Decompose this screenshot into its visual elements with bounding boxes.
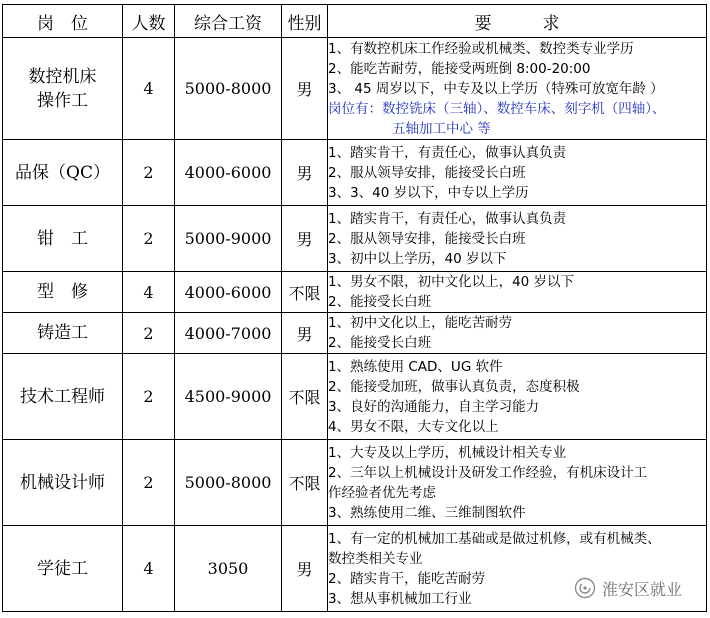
requirement-line: 2、能接受长白班	[328, 294, 432, 310]
job-position-line: 数控机床	[28, 66, 97, 87]
salary: 4500-9000	[175, 354, 282, 440]
requirements	[328, 206, 707, 272]
table-row	[3, 38, 707, 140]
requirement-line: 2、三年以上机械设计及研发工作经验，有机床设计工	[328, 464, 648, 481]
requirement-line: 数控类相关专业	[328, 550, 423, 567]
header-position: 岗 位	[3, 5, 123, 38]
wechat-official-account-icon	[574, 577, 596, 599]
job-position	[3, 313, 123, 354]
requirement-line: 1、初中文化以上，能吃苦耐劳	[328, 315, 513, 331]
header-count: 人数	[123, 5, 175, 38]
table-row	[3, 440, 707, 526]
header-gender: 性别	[282, 5, 328, 38]
headcount: 2	[123, 206, 175, 272]
position-types-note: 五轴加工中心 等	[392, 120, 491, 137]
requirements	[328, 272, 707, 313]
job-position-line: 型 修	[37, 282, 88, 302]
job-position	[3, 38, 123, 140]
requirement-line: 1、熟练使用 CAD、UG 软件	[328, 358, 503, 375]
job-position	[3, 526, 123, 612]
requirement-line: 3、熟练使用二维、三维制图软件	[328, 504, 526, 521]
requirement-line: 1、踏实肯干，有责任心，做事认真负责	[328, 210, 567, 227]
job-position	[3, 140, 123, 206]
gender: 男	[282, 526, 328, 612]
requirements	[328, 313, 707, 354]
requirement-line: 2、服从领导安排，能接受长白班	[328, 230, 526, 247]
requirements	[328, 38, 707, 140]
requirement-line: 1、大专及以上学历，机械设计相关专业	[328, 444, 567, 461]
watermark	[574, 574, 682, 602]
table-row	[3, 140, 707, 206]
gender: 男	[282, 313, 328, 354]
job-position-line: 技术工程师	[20, 386, 105, 407]
job-position-line: 品保（QC）	[15, 162, 110, 183]
watermark-text: 淮安区就业	[602, 579, 683, 599]
job-position	[3, 206, 123, 272]
salary: 5000-8000	[175, 440, 282, 526]
gender: 男	[282, 38, 328, 140]
job-position	[3, 440, 123, 526]
requirement-line: 1、踏实肯干，有责任心，做事认真负责	[328, 144, 567, 161]
job-position-line: 操作工	[37, 90, 88, 111]
gender: 男	[282, 206, 328, 272]
headcount: 2	[123, 354, 175, 440]
job-position-line: 学徒工	[37, 558, 88, 579]
requirements	[328, 440, 707, 526]
position-types-note: 岗位有：数控铣床（三轴）、数控车床、刻字机（四轴）、	[328, 100, 666, 117]
table-body	[3, 38, 707, 612]
requirement-line: 3、 45 周岁以下，中专及以上学历（特殊可放宽年龄 ）	[328, 80, 664, 97]
requirements	[328, 354, 707, 440]
salary: 4000-7000	[175, 313, 282, 354]
requirement-line: 1、男女不限，初中文化以上，40 岁以下	[328, 274, 575, 290]
requirement-line: 1、有一定的机械加工基础或是做过机修，或有机械类、	[328, 530, 661, 547]
job-position-line: 钳 工	[37, 228, 88, 249]
job-position-line: 铸造工	[37, 323, 88, 343]
requirement-line: 4、男女不限，大专文化以上	[328, 418, 499, 435]
requirement-line: 1、有数控机床工作经验或机械类、数控类专业学历	[328, 40, 634, 57]
job-table	[2, 4, 707, 612]
salary: 3050	[175, 526, 282, 612]
requirement-line: 2、能吃苦耐劳，能接受两班倒 8:00-20:00	[328, 60, 591, 77]
gender: 不限	[282, 354, 328, 440]
headcount: 4	[123, 38, 175, 140]
job-position	[3, 272, 123, 313]
gender: 不限	[282, 272, 328, 313]
requirement-line: 3、初中以上学历，40 岁以下	[328, 250, 507, 267]
headcount: 2	[123, 440, 175, 526]
table-row	[3, 272, 707, 313]
gender: 男	[282, 140, 328, 206]
table-header-row	[3, 5, 707, 38]
requirement-line: 3、3、40 岁以下，中专以上学历	[328, 184, 529, 201]
salary: 5000-8000	[175, 38, 282, 140]
requirement-line: 2、踏实肯干，能吃苦耐劳	[328, 570, 486, 587]
header-salary: 综合工资	[175, 5, 282, 38]
table-row	[3, 313, 707, 354]
requirements	[328, 140, 707, 206]
requirement-line: 2、能接受加班，做事认真负责，态度积极	[328, 378, 580, 395]
headcount: 2	[123, 313, 175, 354]
requirement-line: 3、良好的沟通能力，自主学习能力	[328, 398, 540, 415]
requirement-line: 3、想从事机械加工行业	[328, 590, 472, 607]
requirement-line: 2、服从领导安排，能接受长白班	[328, 164, 526, 181]
headcount: 2	[123, 140, 175, 206]
salary: 4000-6000	[175, 140, 282, 206]
requirement-line: 作经验者优先考虑	[328, 484, 436, 501]
header-requirements: 要 求	[328, 5, 707, 38]
table-row	[3, 206, 707, 272]
job-position	[3, 354, 123, 440]
headcount: 4	[123, 272, 175, 313]
salary: 5000-9000	[175, 206, 282, 272]
gender: 不限	[282, 440, 328, 526]
headcount: 4	[123, 526, 175, 612]
requirement-line: 2、能接受长白班	[328, 335, 432, 351]
table-row	[3, 354, 707, 440]
salary: 4000-6000	[175, 272, 282, 313]
job-position-line: 机械设计师	[20, 472, 105, 493]
